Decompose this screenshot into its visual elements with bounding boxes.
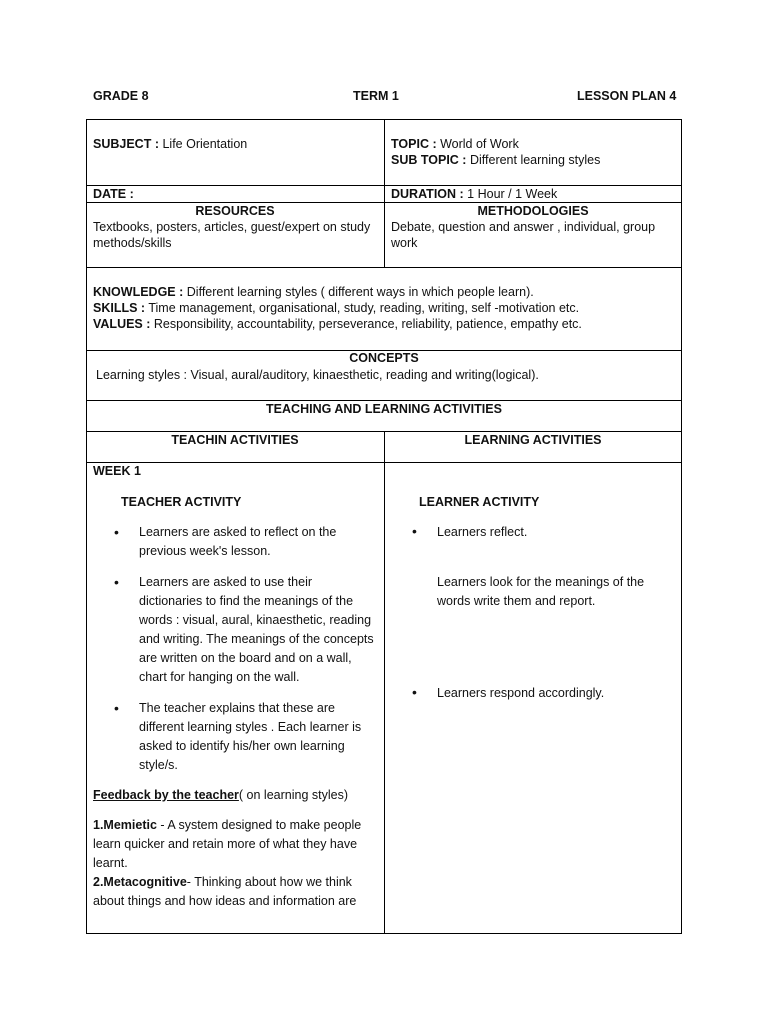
resources-text: Textbooks, posters, articles, guest/expert on study methods/skills xyxy=(93,220,371,250)
list-item: • The teacher explains that these are different learning styles . Each learner is asked to identify his/her own learning style/s. xyxy=(93,699,378,775)
subject-value: Life Orientation xyxy=(162,137,248,151)
sub-topic-label: SUB TOPIC : xyxy=(391,153,467,167)
date-label: DATE : xyxy=(93,187,134,201)
grade-label: GRADE 8 xyxy=(93,89,149,103)
sub-topic-value: Different learning styles xyxy=(469,153,601,167)
bullet-icon: • xyxy=(412,684,417,700)
definition-term: 2.Metacognitive xyxy=(93,875,187,889)
duration-field xyxy=(391,186,557,202)
definition-text: - A system designed to make people learn quicker and retain more of what they have learnt. xyxy=(93,818,362,870)
concepts-heading: CONCEPTS xyxy=(349,351,419,365)
learner-reflect: Learners reflect. xyxy=(437,525,528,539)
activities-heading: TEACHING AND LEARNING ACTIVITIES xyxy=(266,402,502,416)
concepts-text: Learning styles : Visual, aural/auditory, kinaesthetic, reading and writing(logical). xyxy=(96,368,539,382)
feedback-suffix: ( on learning styles) xyxy=(238,788,348,802)
learner-respond: Learners respond accordingly. xyxy=(437,686,605,700)
skills-line xyxy=(93,300,579,316)
learner-meanings: Learners look for the meanings of the words write them and report. xyxy=(437,575,645,608)
topic-field xyxy=(391,136,519,152)
definition-text: - Thinking about how we think about things and how ideas and information are xyxy=(93,875,357,908)
skills-label: SKILLS : xyxy=(93,301,146,315)
duration-value: 1 Hour / 1 Week xyxy=(467,187,558,201)
duration-label: DURATION : xyxy=(391,187,464,201)
subject-field xyxy=(93,136,247,152)
methodologies-text: Debate, question and answer , individual, group work xyxy=(391,220,656,250)
list-item: • Learners are asked to reflect on the previous week's lesson. xyxy=(93,523,378,561)
values-label: VALUES : xyxy=(93,317,151,331)
teacher-activity-heading: TEACHER ACTIVITY xyxy=(121,495,242,509)
column-divider xyxy=(384,431,385,934)
skills-value: Time management, organisational, study, reading, writing, self -motivation etc. xyxy=(148,301,580,315)
methodologies-heading: METHODOLOGIES xyxy=(477,204,589,218)
learning-activities-heading: LEARNING ACTIVITIES xyxy=(464,433,602,447)
lesson-plan-label: LESSON PLAN 4 xyxy=(577,89,677,103)
resources-heading: RESOURCES xyxy=(195,204,275,218)
knowledge-line xyxy=(93,284,534,300)
table-divider xyxy=(86,267,682,268)
subject-label: SUBJECT : xyxy=(93,137,159,151)
topic-label: TOPIC : xyxy=(391,137,437,151)
knowledge-value: Different learning styles ( different ways in which people learn). xyxy=(186,285,534,299)
learner-activity-heading: LEARNER ACTIVITY xyxy=(419,495,540,509)
feedback-line xyxy=(93,787,348,803)
feedback-title: Feedback by the teacher xyxy=(93,788,239,802)
column-divider xyxy=(384,119,385,267)
term-label: TERM 1 xyxy=(353,89,399,103)
bullet-icon: • xyxy=(412,523,417,539)
topic-value: World of Work xyxy=(440,137,519,151)
week-label: WEEK 1 xyxy=(93,464,141,478)
sub-topic-field xyxy=(391,152,600,168)
values-value: Responsibility, accountability, perseverance, reliability, patience, empathy etc. xyxy=(153,317,582,331)
definition-memietic xyxy=(93,816,378,873)
knowledge-label: KNOWLEDGE : xyxy=(93,285,184,299)
teaching-activities-heading: TEACHIN ACTIVITIES xyxy=(171,433,299,447)
definition-metacognitive xyxy=(93,873,378,911)
list-item: • Learners are asked to use their dictionaries to find the meanings of the words : visual, aural, kinaesthetic, reading and writing. The meanings of the concepts are written on the board and on a wall, chart for hanging on the wall. xyxy=(93,573,378,687)
definition-term: 1.Memietic xyxy=(93,818,157,832)
teacher-activity-list xyxy=(93,523,378,775)
values-line xyxy=(93,316,582,332)
